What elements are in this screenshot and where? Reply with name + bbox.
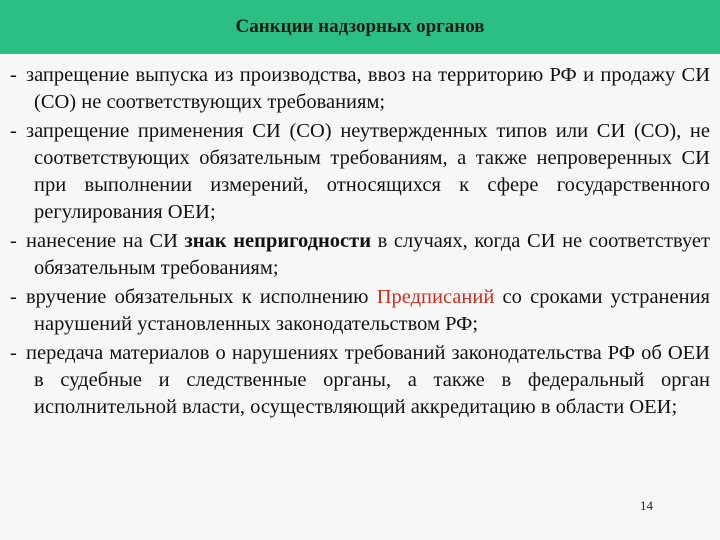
list-item-text: запрещение применения СИ (СО) неутвержденных типов или СИ (СО), не соответствующих обязательным требованиям, а также непроверенных СИ при выполнении измерений, относящихся к сфере государственного регулирования ОЕИ; bbox=[26, 120, 710, 223]
list-item bbox=[10, 62, 710, 116]
list-item bbox=[10, 340, 710, 421]
list-dash: - bbox=[10, 342, 17, 364]
list-item bbox=[10, 118, 710, 226]
list-item-text: передача материалов о нарушениях требований законодательства РФ об ОЕИ в судебные и следственные органы, а также в федеральный орган исполнительной власти, осуществляющий аккредитацию в области ОЕИ; bbox=[26, 342, 710, 418]
bold-phrase: знак непригодности bbox=[184, 230, 372, 252]
list-item-text: запрещение выпуска из производства, ввоз на территорию РФ и продажу СИ (СО) не соответствующих требованиям; bbox=[26, 64, 710, 113]
page-title: Санкции надзорных органов bbox=[235, 16, 485, 37]
list-item-text: в случаях, когда СИ не соответствует обязательным требованиям; bbox=[34, 230, 710, 279]
list-dash: - bbox=[10, 230, 17, 252]
list-item-text: со сроками устранения нарушений установленных законодательством РФ; bbox=[34, 286, 710, 335]
list-item-text: вручение обязательных к исполнению bbox=[26, 286, 377, 308]
list-item bbox=[10, 228, 710, 282]
highlighted-term: Предписаний bbox=[376, 286, 495, 308]
title-bar bbox=[0, 0, 720, 54]
list-dash: - bbox=[10, 120, 17, 142]
list-item bbox=[10, 284, 710, 338]
sanctions-list bbox=[10, 62, 710, 423]
list-dash: - bbox=[10, 64, 17, 86]
page-number: 14 bbox=[640, 498, 653, 513]
list-dash: - bbox=[10, 286, 17, 308]
list-item-text: нанесение на СИ bbox=[26, 230, 185, 252]
